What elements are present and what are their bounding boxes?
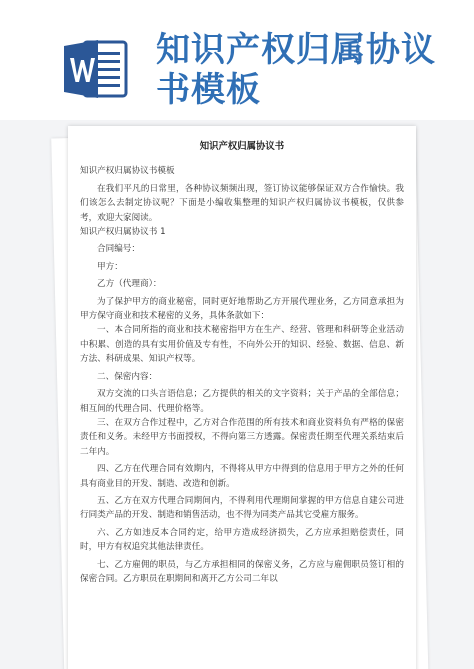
document-heading: 知识产权归属协议书 (199, 141, 285, 152)
document-subtitle: 知识产权归属协议书模板 (80, 166, 175, 177)
party-a-field: 甲方： (97, 261, 123, 272)
page-title-line-2: 书模板 (156, 70, 261, 110)
word-document-icon (62, 36, 130, 102)
party-b-field: 乙方（代理商）： (97, 279, 162, 290)
paragraph-intro: 在我们平凡的日常里，各种协议频频出现，签订协议能够保证双方合作愉快。我们该怎么去制定协议呢？下面是小编收集整理的知识产权归属协议书模板，仅供参考，欢迎大家阅读。 (80, 183, 404, 223)
page-header (0, 0, 474, 120)
section-title: 知识产权归属协议书 1 (80, 227, 166, 238)
page-title-line-1: 知识产权归属协议 (156, 30, 436, 70)
contract-number-field: 合同编号： (97, 244, 140, 255)
document-body (80, 140, 404, 586)
document-page (68, 126, 416, 669)
clause-6: 六、乙方如违反本合同约定，给甲方造成经济损失，乙方应承担赔偿责任，同时，甲方有权追究其他法律责任。 (80, 527, 404, 553)
clause-4: 四、乙方在代理合同有效期内，不得将从甲方中得到的信息用于甲方之外的任何具有商业目的开发、制造、改造和创新。 (80, 464, 404, 489)
clause-2: 二、保密内容： (97, 371, 158, 382)
clause-3: 三、在双方合作过程中，乙方对合作范围的所有技术和商业资料负有严格的保密责任和义务。未经甲方书面授权，不得向第三方透露。保密责任期至代理关系结束后二年内。 (80, 417, 404, 457)
clause-7: 七、乙方雇佣的职员，与乙方承担相同的保密义务，乙方应与雇佣职员签订相的保密合同。乙方职员在职期间和离开乙方公司二年以 (80, 559, 404, 584)
clause-5: 五、乙方在双方代理合同期间内，不得利用代理期间掌握的甲方信息自建公司进行同类产品的开发、制造和销售活动，也不得为同类产品其它受雇方服务。 (80, 495, 404, 521)
paragraph-preamble: 为了保护甲方的商业秘密，同时更好地帮助乙方开展代理业务，乙方同意承担为甲方保守商业和技术秘密的义务，具体条款如下： (80, 296, 404, 322)
clause-1: 一、本合同所指的商业和技术秘密指甲方在生产、经营、管理和科研等企业活动中积累、创造的具有实用价值及专有性，不向外公开的知识、经验、数据、信息、新方法、科研成果、知识产权等。 (80, 325, 404, 365)
clause-2-content: 双方交流的口头言语信息；乙方提供的相关的文字资料；关于产品的全部信息；相互间的代理合同、代理价格等。 (80, 389, 404, 414)
